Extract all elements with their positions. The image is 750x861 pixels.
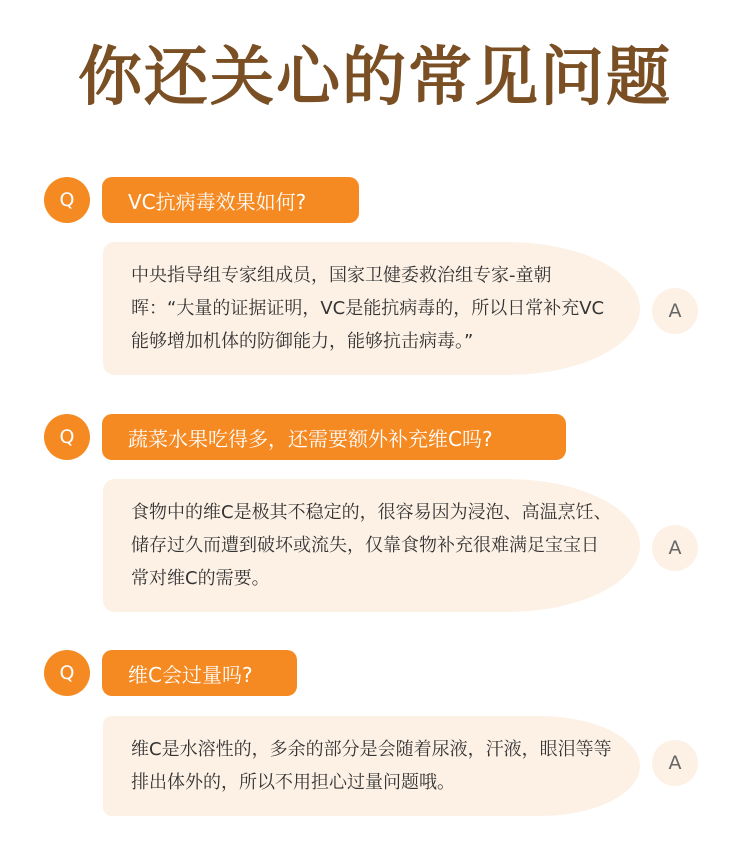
answer-1: 中央指导组专家组成员，国家卫健委救治组专家-童朝晖：“大量的证据证明，VC是能抗病毒的，所以日常补充VC能够增加机体的防御能力，能够抗击病毒。” [131,265,605,352]
answer-badge-1: A [652,288,698,334]
question-3: 维C会过量吗? [102,650,297,696]
answer-badge-3: A [652,740,698,786]
question-badge-1: Q [44,177,90,223]
question-2: 蔬菜水果吃得多，还需要额外补充维C吗? [102,414,566,460]
question-badge-2: Q [44,414,90,460]
page-title: 你还关心的常见问题 [78,41,672,115]
question-1: VC抗病毒效果如何? [102,177,359,223]
question-badge-3: Q [44,650,90,696]
answer-bubble-2 [103,479,640,612]
answer-2: 食物中的维C是极其不稳定的，很容易因为浸泡、高温烹饪、储存过久而遭到破坏或流失，仅靠食物补充很难满足宝宝日常对维C的需要。 [131,502,612,589]
answer-bubble-3 [103,716,640,816]
answer-3: 维C是水溶性的，多余的部分是会随着尿液，汗液，眼泪等等排出体外的，所以不用担心过量问题哦。 [131,739,612,793]
answer-badge-2: A [652,525,698,571]
answer-bubble-1 [103,242,640,375]
